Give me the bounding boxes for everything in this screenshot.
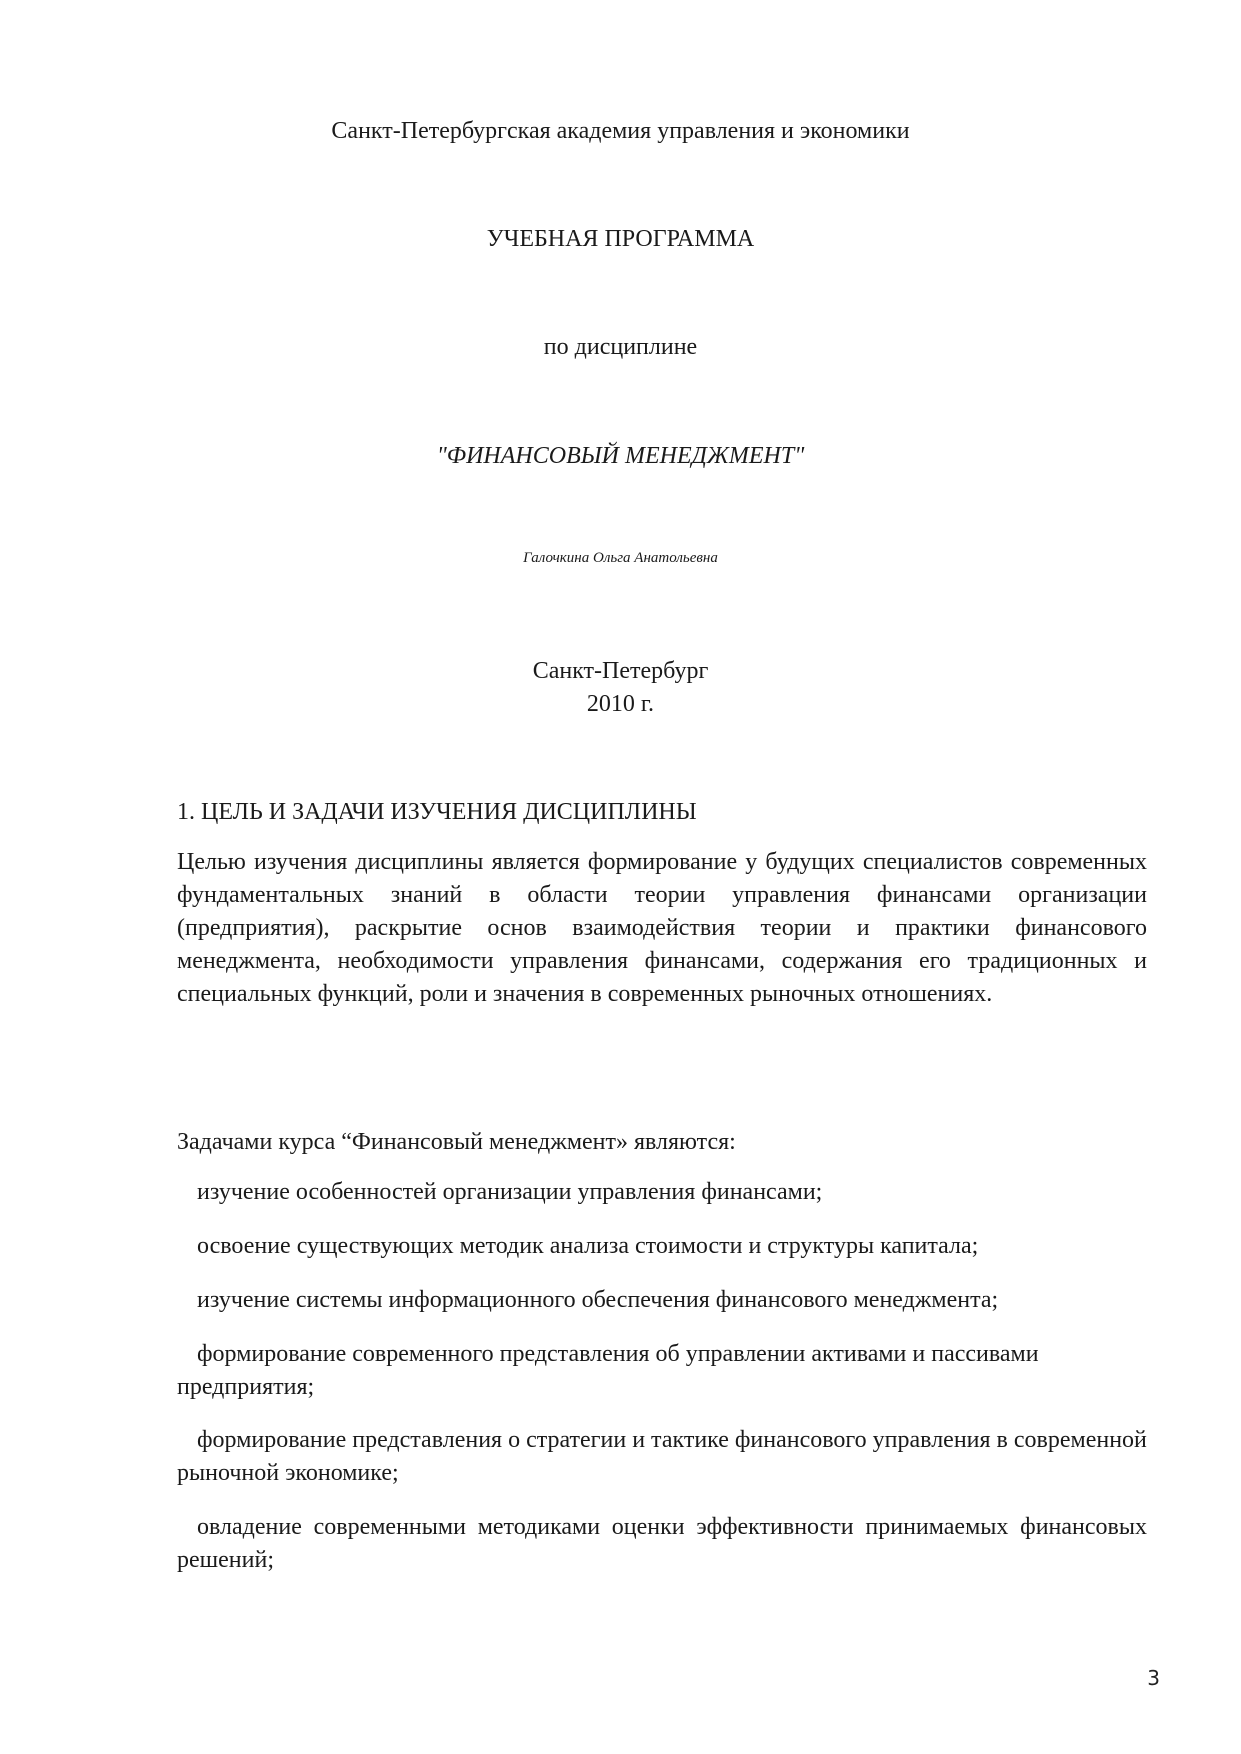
goal-paragraph: Целью изучения дисциплины является формирование у будущих специалистов современных фундаментальных знаний в области теории управления финансами организации (предприятия), раскрытие основ взаимодействия теории и практики финансового менеджмента, необходимости управления финансами, содержания его традиционных и специальных функций, роли и значения в современных рыночных отношениях. <box>177 849 1147 1007</box>
task-item: освоение существующих методик анализа стоимости и структуры капитала; <box>197 1233 979 1259</box>
task-item: овладение современными методиками оценки эффективности принимаемых финансовых решений; <box>177 1514 1147 1573</box>
city: Санкт-Петербург <box>532 658 709 684</box>
task-item: изучение особенностей организации управления финансами; <box>197 1179 823 1205</box>
task-item: формирование представления о стратегии и тактике финансового управления в современной рыночной экономике; <box>177 1427 1147 1486</box>
discipline-name: "ФИНАНСОВЫЙ МЕНЕДЖМЕНТ" <box>436 443 805 469</box>
academy-name: Санкт-Петербургская академия управления и экономики <box>331 118 910 144</box>
page-number: 3 <box>1147 1666 1160 1690</box>
year: 2010 г. <box>586 691 655 717</box>
author-name: Галочкина Ольга Анатольевна <box>523 550 718 566</box>
tasks-intro: Задачами курса “Финансовый менеджмент» являются: <box>177 1129 736 1155</box>
section-heading: 1. ЦЕЛЬ И ЗАДАЧИ ИЗУЧЕНИЯ ДИСЦИПЛИНЫ <box>177 799 697 825</box>
discipline-label: по дисциплине <box>543 334 698 360</box>
document-title: УЧЕБНАЯ ПРОГРАММА <box>486 226 755 252</box>
task-item: изучение системы информационного обеспечения финансового менеджмента; <box>197 1287 999 1313</box>
task-item: формирование современного представления об управлении активами и пассивами предприятия; <box>177 1341 1039 1400</box>
